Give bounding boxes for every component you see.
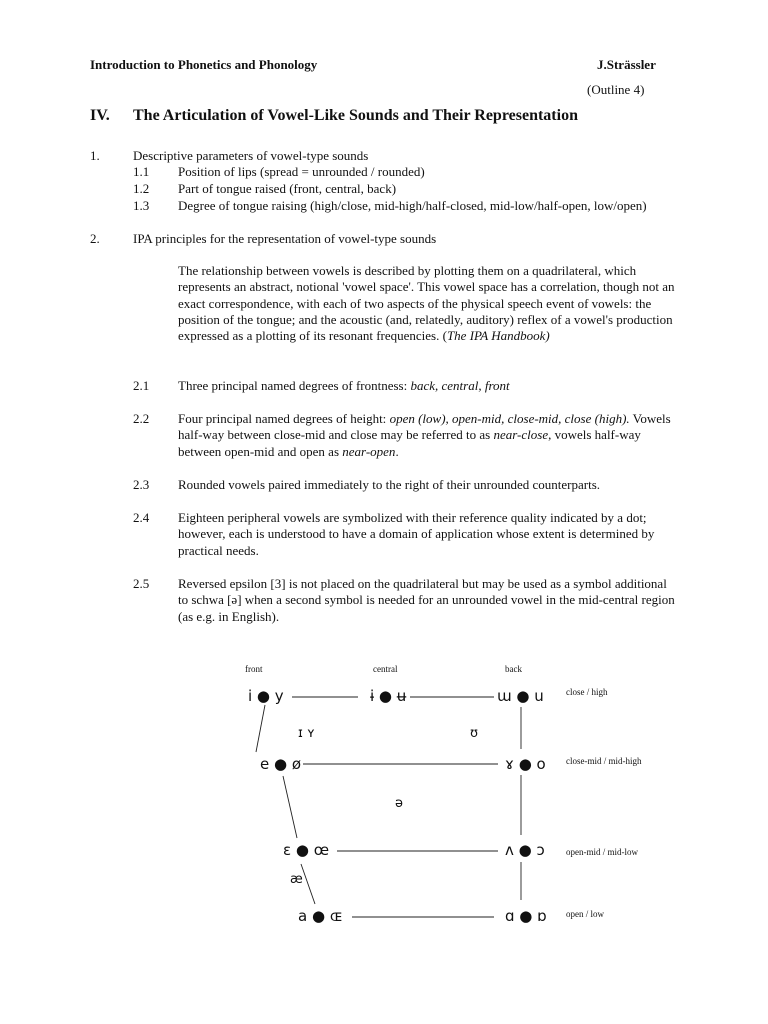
- item-2-4-number: 2.4: [133, 510, 150, 525]
- column-label-front: front: [245, 664, 263, 674]
- front-edge-middle: [283, 776, 297, 838]
- front-edge-top: [256, 705, 265, 752]
- vowel-near-open-front: æ: [290, 872, 303, 887]
- vowel-mid-central: ə: [395, 796, 403, 811]
- column-label-central: central: [373, 664, 398, 674]
- front-edge-bottom: [301, 864, 315, 904]
- row-label-open: open / low: [566, 909, 604, 919]
- vowel-near-close-front: ɪ ʏ: [298, 726, 315, 741]
- section2-heading: IPA principles for the representation of vowel-type sounds: [133, 231, 437, 246]
- item-2-2-number: 2.2: [133, 411, 150, 426]
- quote-source: The IPA Handbook): [446, 328, 550, 344]
- course-title: Introduction to Phonetics and Phonology: [90, 57, 318, 72]
- vowel-close-mid-front: e ● ø: [260, 755, 302, 773]
- ipa-handbook-quote: The relationship between vowels is described by plotting them on a quadrilateral, which represents an abstract, notional 'vowel space'. This vowel space has a correlation, though not an exact correspondence, with each of two aspects of the physical speech event of vowels: the position of the tongue; and the acoustic (and, relatedly, auditory) reflex of a vowel's production expressed as a plotting of its resonant frequencies. (The IPA Handbook): [178, 263, 675, 344]
- item-2-2-text: Four principal named degrees of height: open (low), open-mid, close-mid, close (high). Vowels half-way between close-mid and close may be referred to as near-close, vowels half-way between open-mid and open as near-open.: [178, 411, 671, 459]
- row-label-close: close / high: [566, 687, 608, 697]
- item-2-3-number: 2.3: [133, 477, 150, 492]
- row-label-open-mid: open-mid / mid-low: [566, 847, 638, 857]
- section2-number: 2.: [90, 231, 100, 246]
- section1-number: 1.: [90, 148, 100, 163]
- vowel-close-front: i ● y: [248, 687, 284, 705]
- vowel-near-close-back: ʊ: [470, 726, 479, 741]
- vowel-open-mid-back: ʌ ● ɔ: [505, 841, 545, 859]
- vowel-open-front: a ● ɶ: [298, 907, 343, 925]
- item-2-3-text: Rounded vowels paired immediately to the right of their unrounded counterparts.: [178, 477, 601, 492]
- vowel-close-central: ɨ ● ʉ: [370, 687, 407, 705]
- column-label-back: back: [505, 664, 522, 674]
- vowel-open-back: ɑ ● ɒ: [505, 907, 547, 925]
- outline-number: (Outline 4): [587, 82, 645, 97]
- section-number-title: IV.: [90, 107, 110, 124]
- item-1-2-number: 1.2: [133, 181, 150, 196]
- vowel-open-mid-front: ɛ ● œ: [283, 841, 330, 859]
- item-2-1-text: Three principal named degrees of frontness: back, central, front: [178, 378, 510, 393]
- row-label-close-mid: close-mid / mid-high: [566, 756, 642, 766]
- vowel-close-mid-back: ɤ ● o: [505, 755, 546, 773]
- item-2-1-number: 2.1: [133, 378, 150, 393]
- item-1-3-number: 1.3: [133, 198, 150, 213]
- item-2-5-number: 2.5: [133, 576, 150, 591]
- item-1-1-number: 1.1: [133, 164, 150, 179]
- item-2-4-text: Eighteen peripheral vowels are symbolized with their reference quality indicated by a dot; however, each is understood to have a domain of application whose extent is determined by practical needs.: [178, 510, 655, 558]
- section1-heading: Descriptive parameters of vowel-type sounds: [133, 148, 369, 163]
- item-1-3-text: Degree of tongue raising (high/close, mid-high/half-closed, mid-low/half-open, low/open): [178, 198, 647, 213]
- author-name: J.Strässler: [597, 57, 656, 72]
- vowel-close-back: ɯ ● u: [497, 687, 544, 705]
- page-title: The Articulation of Vowel-Like Sounds and Their Representation: [133, 107, 578, 124]
- item-1-2-text: Part of tongue raised (front, central, back): [178, 181, 397, 196]
- item-1-1-text: Position of lips (spread = unrounded / rounded): [178, 164, 425, 179]
- item-2-5-text: Reversed epsilon [3] is not placed on the quadrilateral but may be used as a symbol additional to schwa [ə] when a second symbol is needed for an unrounded vowel in the mid-central region (as e.g. in English).: [178, 576, 675, 624]
